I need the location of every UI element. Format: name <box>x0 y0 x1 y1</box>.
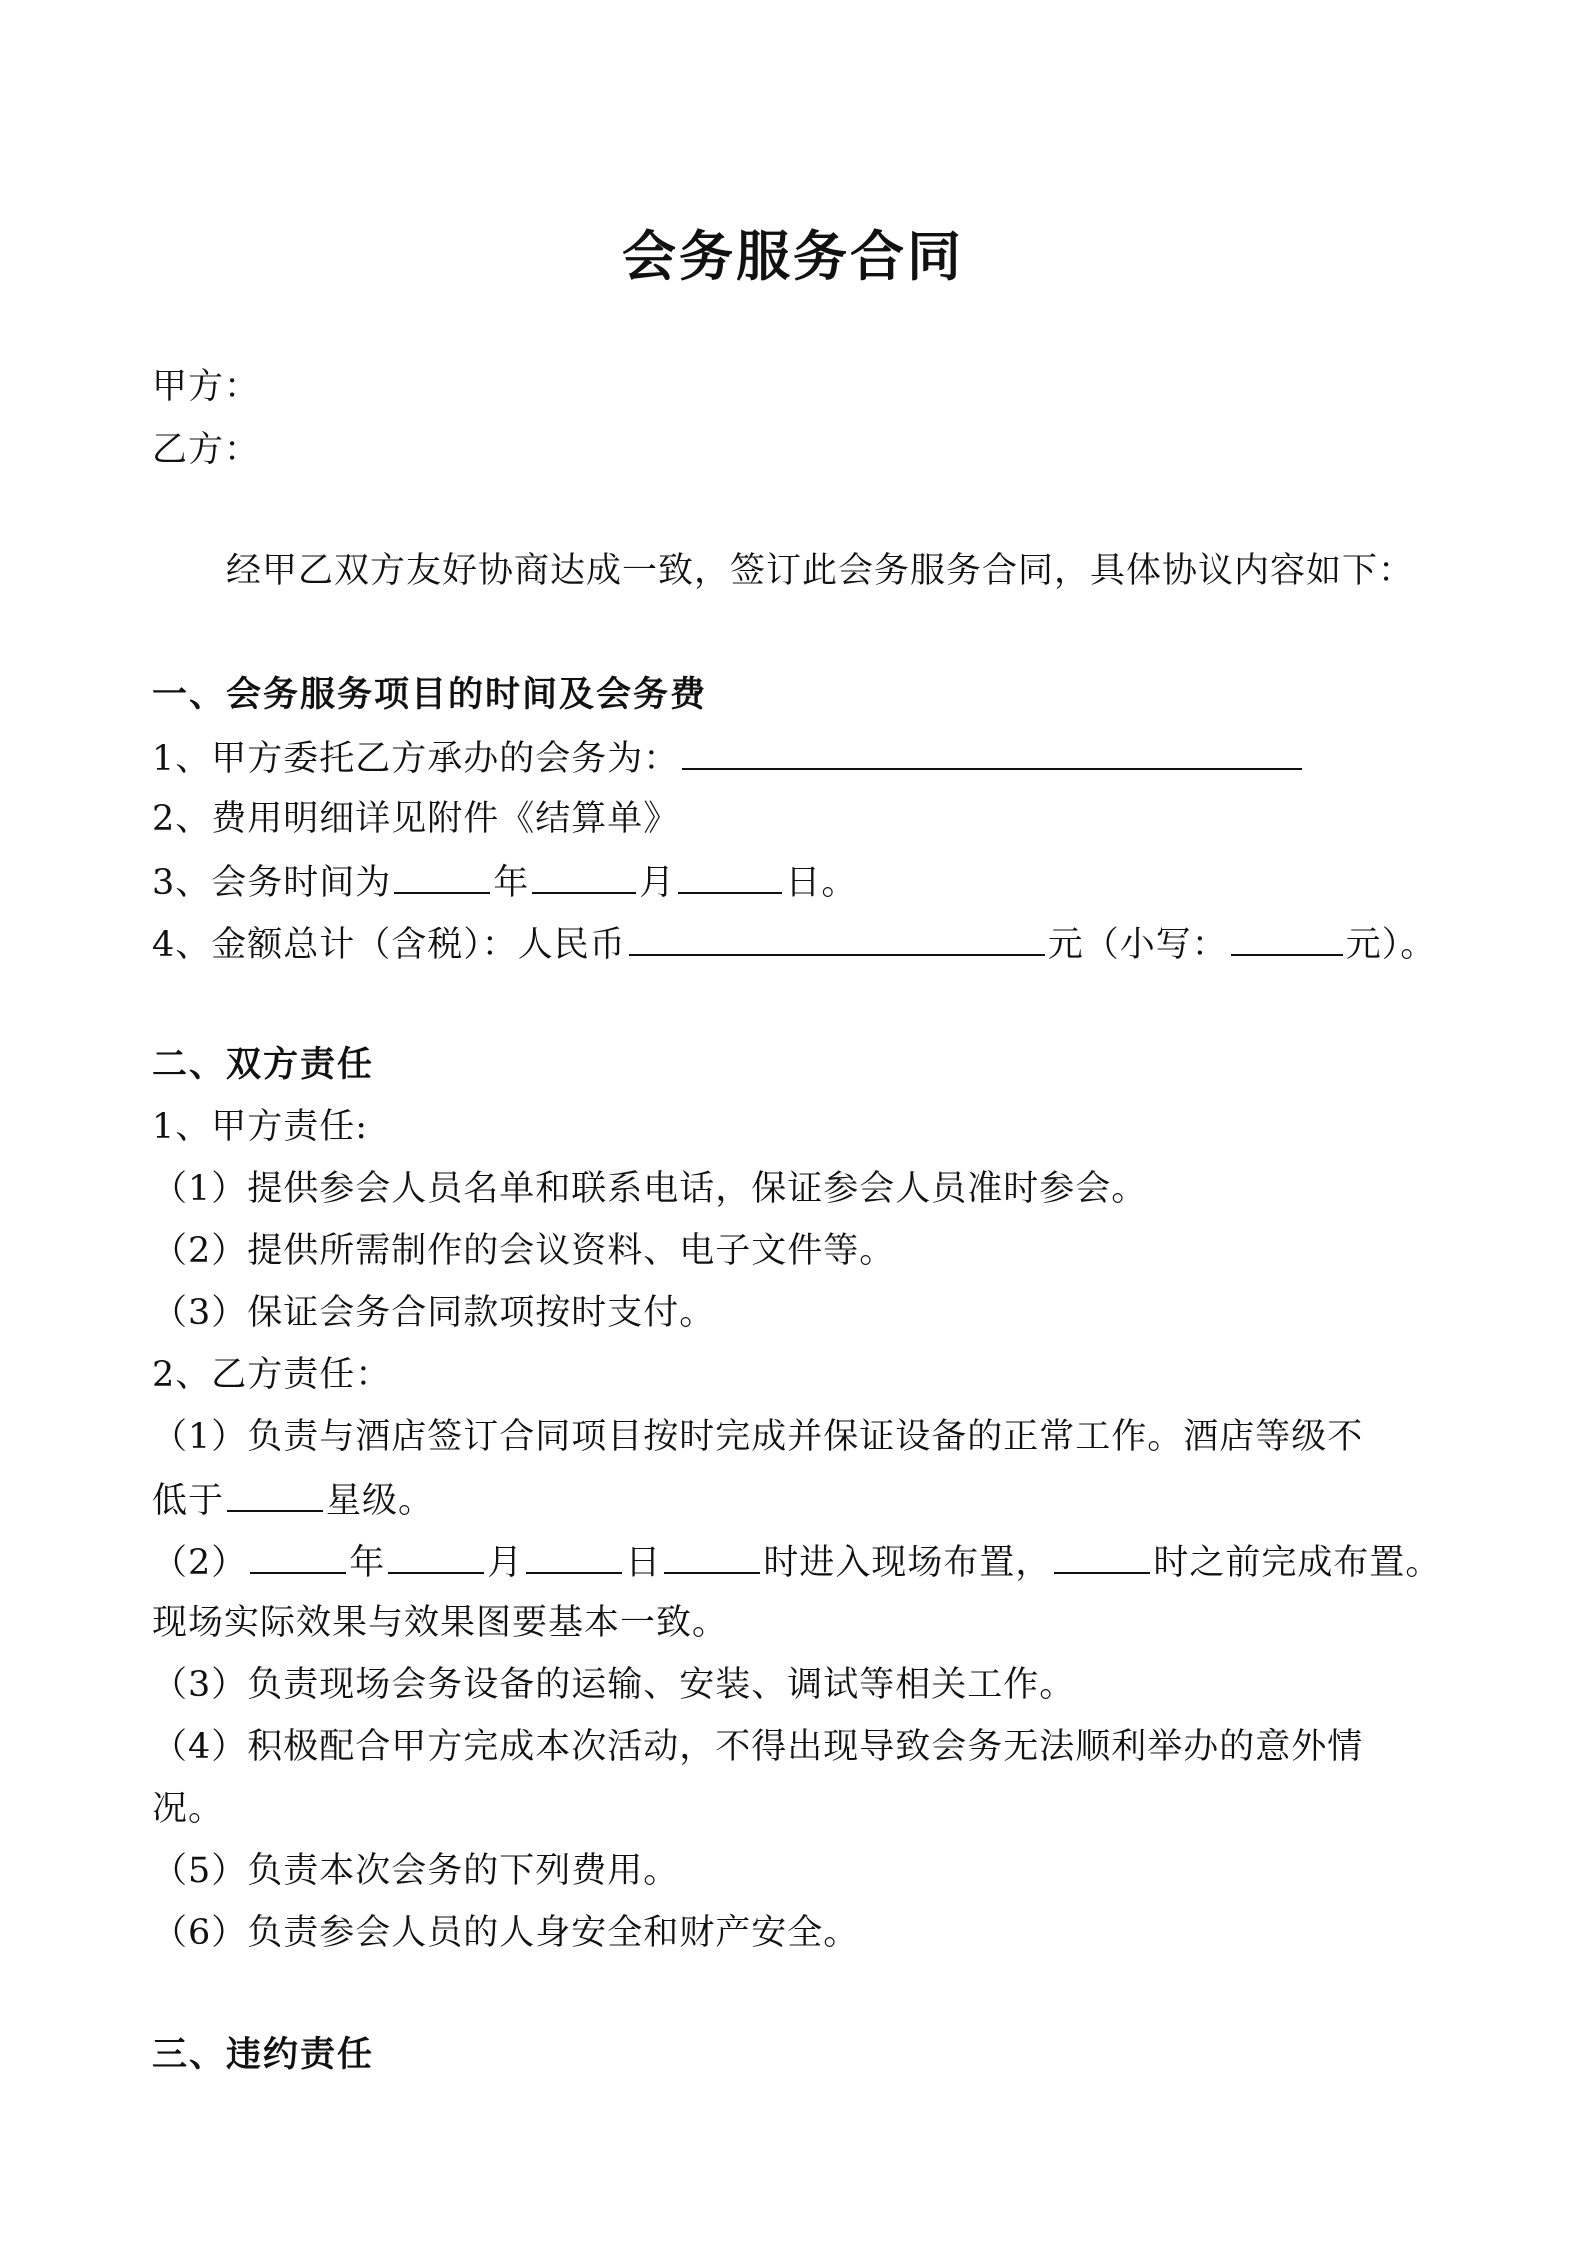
s1-item-1 <box>152 732 1305 784</box>
s1-item-4-text: 4、金额总计（含税）：人民币 <box>152 925 626 965</box>
party-b-duty-2-line-1 <box>152 1536 1441 1588</box>
setup-end-label: 时之前完成布置。 <box>1153 1543 1442 1583</box>
party-a-duties-heading: 1、甲方责任: <box>152 1107 369 1147</box>
setup-start-hour-blank[interactable] <box>664 1536 760 1574</box>
party-a-duty-2: （2）提供所需制作的会议资料、电子文件等。 <box>152 1231 896 1271</box>
month-blank[interactable] <box>532 856 636 894</box>
s1-item-3-text: 3、会务时间为 <box>152 863 392 903</box>
intro-paragraph: 经甲乙双方友好协商达成一致，签订此会务服务合同，具体协议内容如下： <box>226 551 1415 591</box>
setup-start-label: 时进入现场布置， <box>763 1543 1052 1583</box>
setup-day-label: 日 <box>625 1543 662 1583</box>
hotel-grade-text: 低于 <box>152 1481 225 1521</box>
hotel-star-blank[interactable] <box>227 1474 323 1512</box>
section-1-heading: 一、会务服务项目的时间及会务费 <box>152 675 708 715</box>
day-label: 日。 <box>785 863 858 903</box>
amount-words-blank[interactable] <box>629 918 1045 956</box>
document-title: 会务服务合同 <box>622 225 964 288</box>
party-b-duty-5: （5）负责本次会务的下列费用。 <box>152 1851 680 1891</box>
party-b-duty-1-line-1: （1）负责与酒店签订合同项目按时完成并保证设备的正常工作。酒店等级不 <box>152 1417 1364 1457</box>
party-b-duty-4-line-2: 况。 <box>152 1789 225 1829</box>
amount-unit-label: 元（小写： <box>1047 925 1228 965</box>
meeting-name-blank[interactable] <box>682 732 1302 770</box>
party-a-duty-3: （3）保证会务合同款项按时支付。 <box>152 1293 716 1333</box>
party-b-duty-6: （6）负责参会人员的人身安全和财产安全。 <box>152 1913 860 1953</box>
s1-item-1-text: 1、甲方委托乙方承办的会务为： <box>152 739 680 779</box>
setup-year-blank[interactable] <box>250 1536 346 1574</box>
year-label: 年 <box>493 863 530 903</box>
party-b-duty-3: （3）负责现场会务设备的运输、安装、调试等相关工作。 <box>152 1665 1076 1705</box>
setup-end-hour-blank[interactable] <box>1054 1536 1150 1574</box>
year-blank[interactable] <box>394 856 490 894</box>
section-3-heading: 三、违约责任 <box>152 2035 375 2075</box>
party-b-duty-1-line-2 <box>152 1474 434 1526</box>
party-a-duty-1: （1）提供参会人员名单和联系电话，保证参会人员准时参会。 <box>152 1169 1148 1209</box>
s1-item-2: 2、费用明细详见附件《结算单》 <box>152 799 680 839</box>
day-blank[interactable] <box>678 856 782 894</box>
setup-year-label: 年 <box>349 1543 386 1583</box>
party-b-label: 乙方： <box>152 430 261 470</box>
month-label: 月 <box>639 863 676 903</box>
amount-figures-blank[interactable] <box>1231 918 1343 956</box>
setup-month-label: 月 <box>487 1543 524 1583</box>
section-2-heading: 二、双方责任 <box>152 1045 375 1085</box>
s1-item-4 <box>152 918 1436 970</box>
party-a-label: 甲方： <box>152 367 261 407</box>
amount-close-label: 元）。 <box>1345 925 1437 965</box>
party-b-duty-2-line-2: 现场实际效果与效果图要基本一致。 <box>152 1603 729 1643</box>
duty-2-prefix: （2） <box>152 1543 248 1583</box>
setup-day-blank[interactable] <box>526 1536 622 1574</box>
party-b-duty-4-line-1: （4）积极配合甲方完成本次活动，不得出现导致会务无法顺利举办的意外情 <box>152 1727 1364 1767</box>
party-b-duties-heading: 2、乙方责任： <box>152 1355 392 1395</box>
setup-month-blank[interactable] <box>388 1536 484 1574</box>
hotel-star-label: 星级。 <box>326 1481 435 1521</box>
s1-item-3 <box>152 856 857 908</box>
